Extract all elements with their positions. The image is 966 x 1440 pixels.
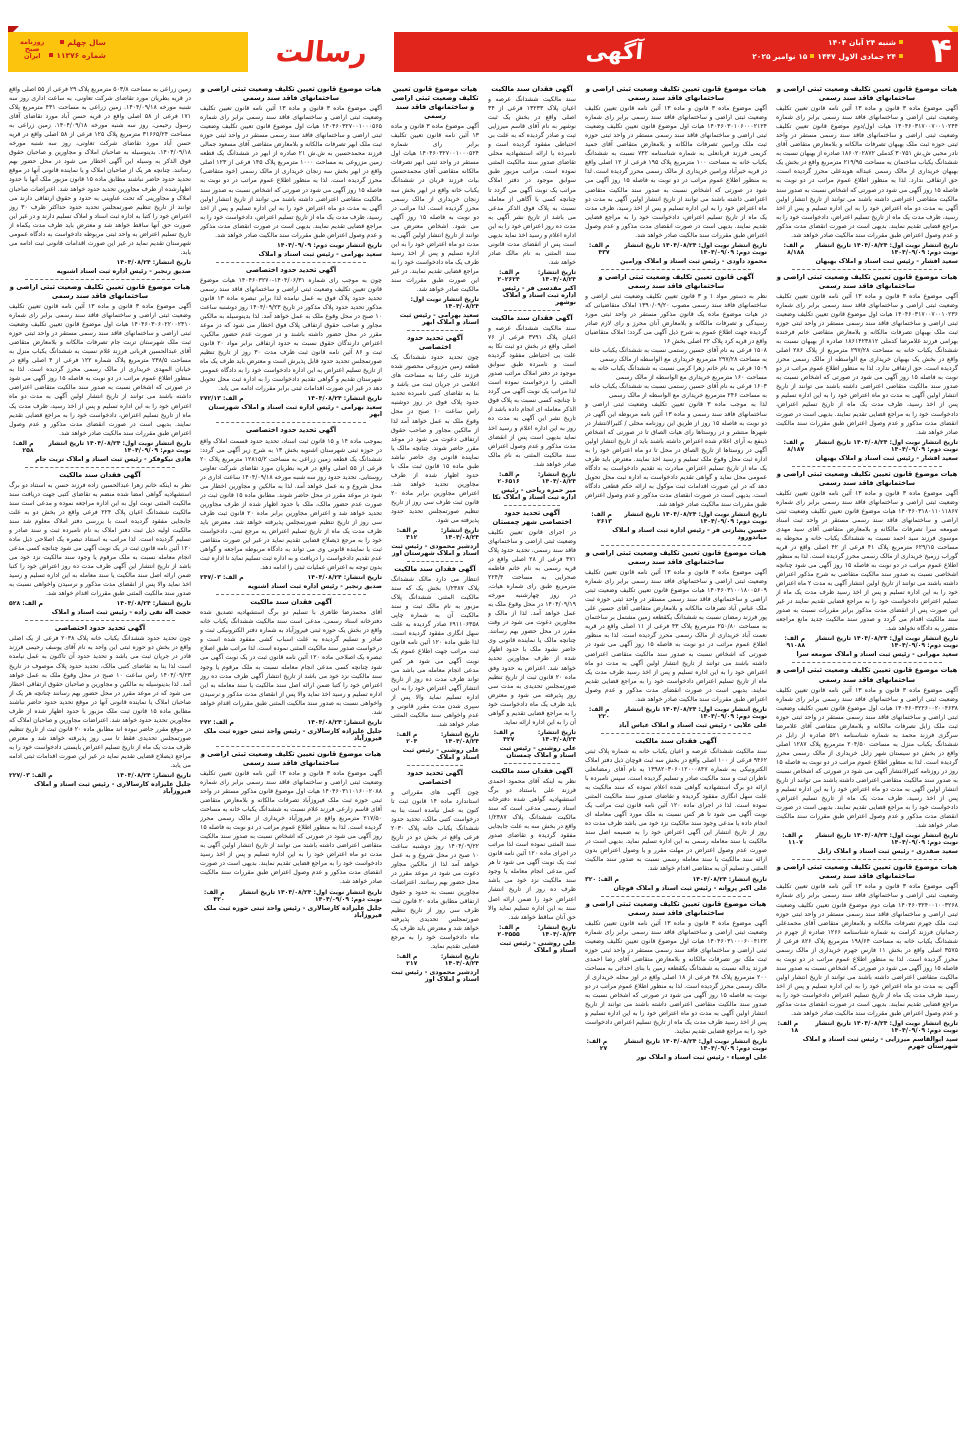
ad-separator <box>504 763 560 764</box>
registrar-signature: اردشیر محمودی - رئیس ثبت اسناد و املاک اوز <box>391 968 479 983</box>
notice-heading: هیات موضوع قانون تعیین تکلیف وضعیت ثبتی اراضی و ساختمانهای فاقد سند رسمی <box>9 282 191 300</box>
legal-notice <box>391 565 479 761</box>
legal-notice <box>488 509 576 759</box>
legal-notice <box>9 283 191 463</box>
notice-body: آگهی موضوع ماده ۳ قانون و ماده ۱۳ آئین نامه قانون تعیین تکلیف وضعیت ثبتی اراضی و ساختمانهای فاقد سند رسمی برابر رای شماره ۱۴۰۴۶۰۳۲۷۰۰۱۰۰۰۵۶۵ هیات اول موضوع قانون تعیین تکلیف وضعیت ثبتی اراضی و ساختمانهای فاقد سند رسمی مستقر در واحد ثبتی حوزه ثبت ملک ابهر تصرفات مالکانه و بلامعارض متقاضی آقای مسعود جمالی فرزند محمدحسین به ش.ش ۲۱ صادره از ابهر در ششدانگ یک قطعه زمین مزروعی به مساحت ۱۰۰۰ مترمربع پلاک ۱۴۵ فرعی از ۱۲۳ اصلی واقع در ابهر بخش سه زنجان خریداری از مالک رسمی (خود متقاضی) محرز گردیده است. لذا به منظور اطلاع عموم مراتب در دو نوبت به فاصله ۱۵ روز آگهی می شود در صورتی که اشخاص نسبت به صدور سند مالکیت متقاضی اعتراضی داشته باشند می توانند از تاریخ انتشار اولین آگهی به مدت دو ماه اعتراض خود را به این اداره تسلیم و پس از اخذ رسید، ظرف مدت یک ماه از تاریخ تسلیم اعتراض، دادخواست خود را به مراجع قضایی تقدیم نمایند. بدیهی است در صورت انقضای مدت مذکور و عدم وصول اعتراض طبق مقررات سند مالکیت صادر خواهد شد. <box>200 105 382 239</box>
notice-body: لذا به موجب ماده ۳ قانون تعیین تکلیف وضعیت ثبتی اراضی و ساختمانهای فاقد سند رسمی و ماده ۱۳ آئین نامه مربوطه این آگهی در دو نوبت به فاصله ۱۵ روز از طریق این روزنامه محلی / کثیرالانتشار در شهرها منتشر و در روستاها رای هیات الصاق تا در صورتی که اشخاص ذینفع به آرای اعلام شده اعتراض داشته باشند باید از تاریخ انتشار اولین آگهی در روستاها از تاریخ الصاق در محل تا دو ماه اعتراض خود را به اداره ثبت محل وقوع ملک تسلیم و رسید اخذ نمایند. معترض باید ظرف یک ماه از تاریخ تسلیم اعتراض مبادرت به تقدیم دادخواست به دادگاه عمومی محل نماید و گواهی تقدیم دادخواست به اداره ثبت محل تحویل دهد که در این صورت اقدامات ثبت موکول به ارائه حکم قطعی دادگاه است. بدیهی است در صورت انقضای مدت مذکور و عدم وصول اعتراض طبق مقررات سند مالکیت صادر خواهد شد. <box>585 401 767 508</box>
notice-heading: هیات موضوع قانون تعیین تکلیف وضعیت ثبتی اراضی و ساختمانهای فاقد سند رسمی <box>776 85 958 103</box>
notice-meta <box>488 471 576 485</box>
registrar-signature: سید ابوالقاسم میرزایی - رئیس ثبت اسناد و املاک شهرستان جهرم <box>802 1036 958 1051</box>
legal-notice <box>488 314 576 501</box>
notice-list-item: ۱۶۰۳ فرعی به نام آقای حسین رستمی نسبت به ششدانگ یکباب خانه به مساحت ۲۴۶ مترمربع خریداری مع الواسطه از مالک رسمی <box>589 383 767 400</box>
registrar-signature: حسین بشارتی فر - رئیس اداره ثبت اسناد و املاک میاندورود <box>612 527 767 542</box>
notice-meta <box>9 259 191 266</box>
ad-separator <box>407 330 463 331</box>
notice-body: آگهی موضوع ماده ۳ قانون و ماده ۱۳ آئین نامه قانون تعیین تکلیف وضعیت ثبتی اراضی و ساختمانهای فاقد سند رسمی برابر رای شماره ۱۴۰۴۶۰۳۱۷۰۰۷۰۰۱۰۲۴۴ هیات اول/دوم موضوع قانون تعیین تکلیف وضعیت ثبتی اراضی و ساختمانهای فاقد سند رسمی مستقر در واحد ثبتی حوزه ثبت ملک بهبهان تصرفات مالکانه و بلامعارض متقاضی آقای نادر محبی ش.ش ۳۰۷۵۱ کدملی ۱۸۶۰۲۰۲۸۷۲ صادره از بهبهان نسبت به ششدانگ یکباب ساختمان به مساحت ۲۱۹/۹۵ مترمربع واقع در بخش یک بهبهان خریداری از مالک رسمی عبداله هوبدعلی محرز گردیده است. حق ارتفاقی ندارد. لذا به منظور اطلاع عموم مراتب در دو نوبت به فاصله ۱۵ روز آگهی می شود در صورتی که اشخاص نسبت به صدور سند مالکیت متقاضی اعتراضی داشته باشند می توانند از تاریخ انتشار اولین آگهی به مدت دو ماه اعتراض خود را به این اداره تسلیم و پس از اخذ رسید، ظرف مدت یک ماه از تاریخ تسلیم اعتراض، دادخواست خود را به مراجع قضایی تقدیم نمایند. بدیهی است در صورت انقضای مدت مذکور و عدم وصول اعتراض طبق مقررات سند مالکیت صادر خواهد شد. <box>776 105 958 239</box>
notice-heading: هیات موضوع قانون تعیین تکلیف وضعیت ثبتی اراضی و ساختمانهای فاقد سند رسمی <box>776 666 958 684</box>
date-secondary: ۲۴ جمادی الاول ۱۴۴۷۱۵ نوامبر ۲۰۲۵ <box>752 50 906 64</box>
registrar-signature: صدیق رنجبر - رئیس اداره ثبت اسناد اشنویه <box>247 583 382 591</box>
malef-number: م الف: ۴۲۰ <box>203 888 225 903</box>
bullet-square-icon <box>49 53 53 57</box>
ad-separator <box>601 896 751 897</box>
malef-number: م الف: ۱۸ <box>777 1020 799 1035</box>
notice-heading: آگهی تحدید حدود اختصاصی <box>245 426 337 435</box>
publish-dates: تاریخ انتشار: ۱۴۰۴/۰۸/۲۴ <box>692 875 767 883</box>
publish-dates: تاریخ انتشار: ۱۴۰۴/۰۸/۲۴ <box>440 730 479 745</box>
notice-heading: هیات موضوع قانون تعیین تکلیف وضعیت ثبتی اراضی و ساختمانهای فاقد سند رسمی <box>391 85 479 121</box>
notice-meta <box>488 729 576 743</box>
registrar-signature: علی روشنی - رئیس ثبت اسناد و املاک <box>499 939 576 954</box>
registrar-signature: سعید افشار - رئیس ثبت اسناد و املاک بهبهان <box>815 257 958 265</box>
newspaper-logo-box <box>248 32 394 72</box>
ad-separator <box>792 662 942 663</box>
notice-heading: آگهی فقدان سند مالکیت <box>491 766 573 775</box>
publish-dates: تاریخ انتشار: ۱۴۰۴/۰۸/۲۴ <box>307 395 382 403</box>
malef-number: م الف: ۸/۱۸۸ <box>783 241 805 256</box>
legal-notice <box>9 471 191 617</box>
notice-body: آگهی موضوع ماده ۳ قانون و ماده ۱۳ آئین نامه قانون تعیین تکلیف وضعیت ثبتی اراضی و ساختمانهای فاقد سند رسمی برابر رای شماره ۱۴۰۴۶۰۳۰۶۰۲۲۰۰۲۳۱۰ هیات اول موضوع قانون تعیین تکلیف وضعیت ثبتی اراضی و ساختمانهای فاقد سند رسمی مستقر در واحد ثبتی حوزه ثبت ملک شهرستان تربت جام تصرفات مالکانه و بلامعارض متقاضی آقای عبدالحسین قربانی فرزند غلام نسبت به ششدانگ یکباب منزل به مساحت ۲۳۸/۵ مترمربع پلاک شماره ۱۲۲ فرعی از ۴ اصلی واقع در خیابان المهدی خریداری از مالک رسمی محرز گردیده است. لذا به منظور اطلاع عموم مراتب در دو نوبت به فاصله ۱۵ روز آگهی می شود در صورتی که اشخاص نسبت به صدور سند مالکیت متقاضی اعتراضی داشته باشند می توانند از تاریخ انتشار اولین آگهی به مدت دو ماه اعتراض خود را به این اداره تسلیم و پس از اخذ رسید، ظرف مدت یک ماه از تاریخ تسلیم اعتراض، دادخواست خود را به مراجع قضایی تقدیم نمایند. بدیهی است در صورت انقضای مدت مذکور و عدم وصول اعتراض طبق مقررات سند مالکیت صادر خواهد شد. <box>9 302 191 437</box>
legal-notice <box>200 266 382 419</box>
notice-body: نظر به دستور مواد ۱ و ۳ قانون تعیین تکلیف وضعیت ثبتی اراضی و ساختمانهای فاقد سند رسمی مصوب ۱۳۹۰/۰۹/۲۰ املاک متقاضیانی که در هیات موضوع ماده یک قانون مذکور مستقر در واحد ثبتی مورد رسیدگی و تصرفات مالکانه و بلامعارض آنان محرز و رای لازم صادر گردیده جهت اطلاع عموم به شرح ذیل آگهی می گردد: املاک متقاضیان واقع در قریه کرد پلاک ۲۲ اصلی بخش ۱۶ <box>585 292 767 346</box>
legal-notice <box>585 273 767 541</box>
publish-dates: تاریخ انتشار نوبت اول: ۱۴۰۴/۰۸/۲۴ تاریخ انتشار نوبت دوم: ۱۴۰۴/۰۹/۰۹ <box>815 832 958 847</box>
notice-heading: آگهی قانون تعیین تکلیف وضعیت ثبتی اراضی و ساختمانهای فاقد سند رسمی <box>598 272 754 290</box>
publish-dates: تاریخ انتشار نوبت اول: ۱۴۰۴/۰۸/۲۴ تاریخ انتشار نوبت دوم: ۱۴۰۴/۰۹/۰۹ <box>624 705 767 720</box>
registrar-signature: سعید بهرامی - رئیس ثبت اسناد و املاک ابهر <box>399 312 479 327</box>
ad-separator <box>504 505 560 506</box>
notice-body: آگهی موضوع ماده ۳ قانون و ماده ۱۳ آئین نامه قانون تعیین تکلیف وضعیت ثبتی اراضی و ساختمانهای فاقد سند رسمی برابر رای شماره ۱۴۰۴۶۰۳۲۲۶۰۰۲۰۰۴۶۳۸ هیات اول موضوع قانون تعیین تکلیف وضعیت ثبتی اراضی و ساختمانهای فاقد سند رسمی مستقر در واحد ثبتی حوزه ثبت ملک زابل تصرفات مالکانه و بلامعارض متقاضی آقای غلامرضا سرگزی فرزند محمد به شماره شناسنامه ۵۲۱ صادره از زابل در ششدانگ یکباب منزل به مساحت ۲۰۴/۵۰ مترمربع پلاک ۱۲۸۷ اصلی واقع در بخش دو سیستان شهر زابل خریداری از مالک رسمی محرز گردیده است. لذا به منظور اطلاع عموم مراتب در دو نوبت به فاصله ۱۵ روز در روزنامه کثیرالانتشار آگهی می شود در صورتی که اشخاص نسبت به صدور سند مالکیت متقاضی اعتراضی داشته باشند می توانند از تاریخ انتشار اولین آگهی به مدت دو ماه اعتراض خود را به این اداره تسلیم و پس از اخذ رسید، ظرف مدت یک ماه از تاریخ تسلیم اعتراض، دادخواست خود را به مراجع قضایی تقدیم نمایند. بدیهی است در صورت انقضای مدت مذکور و عدم وصول اعتراض طبق مقررات سند مالکیت صادر خواهد شد. <box>776 686 958 830</box>
notice-body: آگهی موضوع ماده ۳ قانون و ماده ۱۳ آئین نامه قانون تعیین تکلیف وضعیت ثبتی اراضی و ساختمانهای فاقد سند رسمی برابر رای شماره ۱۴۰۴۶۰۳۱۸۰۱۱۰۱۱۸۶۷ هیات موضوع قانون تعیین تکلیف وضعیت ثبتی اراضی و ساختمانهای فاقد سند رسمی مستقر در واحد ثبت اسناد صومعه سرا تصرفات مالکانه و بلامعارض متقاضی آقای سید مهدی موسوی فرزند سید احمد نسبت به ششدانگ یکباب خانه و محوطه به مساحت ۶۲۹/۱۵ مترمربع پلاک ۴۱ فرعی از ۴۲ اصلی واقع در قریه گوراب زرمیخ خریداری از مالک رسمی محرز گردیده است. لذا به منظور اطلاع عموم مراتب در دو نوبت به فاصله ۱۵ روز آگهی می شود چنانچه اشخاصی نسبت به صدور سند مالکیت متقاضی به شرح مذکور اعتراض داشته باشند می توانند از تاریخ اولین انتشار آگهی به مدت ۲ ماه اعتراض خود را به این اداره تسلیم و پس از اخذ رسید ظرف مدت یک ماه از تسلیم اعتراض دادخواست خود را به مراجع قضایی تقدیم نمایند در غیر این صورت پس از انقضای مدت مذکور برابر مقررات نسبت به صدور سند مالکیت اقدام می گردد و صدور سند مالکیت جدید مانع مراجعه متضرر به دادگاه نخواهد شد. <box>776 489 958 633</box>
notice-meta <box>585 1038 767 1052</box>
notice-meta <box>391 296 479 310</box>
ad-separator <box>216 594 366 595</box>
registrar-signature: محمود داودی - رئیس ثبت اسناد و املاک ورامین <box>620 257 767 265</box>
ad-separator <box>216 746 366 747</box>
legal-notice <box>585 549 767 729</box>
bullet-square-icon <box>60 40 64 44</box>
legal-notice <box>9 85 191 275</box>
notice-body: در اجرای قانون تعیین تکلیف وضعیت ثبتی اراضی و ساختمانهای فاقد سند رسمی، تحدید حدود پلاک ۳۷۱ فرعی از ۲۸ اصلی واقع در قریه رسمی به نام خانم فاطمه صحرایی به مساحت ۲۲۴/۴ مترمربع طبق رای شماره هیات، در روز چهارشنبه مورخه ۱۴۰۴/۰۹/۱۹ در محل وقوع ملک به عمل خواهد آمد. لذا از مالک و مجاورین دعوت می شود در وقت مقرر در محل حضور بهم رسانند. چنانچه مالک یا نماینده قانونی وی حاضر نشود ملک با حدود اظهار شده از طرف مجاورین تحدید خواهد شد. اعتراض به حدود وفق ماده ۲۰ قانون ثبت از تاریخ تنظیم صورتمجلس تحدیدی به مدت سی روز پذیرفته می شود و معترض باید ظرف یک ماه دادخواست خود را به مراجع قضایی تقدیم و گواهی آن را به این اداره ارائه نماید. <box>488 528 576 726</box>
notice-heading: آگهی تحدید حدود اختصاصی شهر چمستان <box>492 508 572 526</box>
bullet-square-icon <box>899 40 903 44</box>
registrar-signature: علی روشنی - رئیس ثبت اسناد و املاک <box>402 746 479 761</box>
publish-dates: تاریخ انتشار نوبت اول: ۱۴۰۴/۰۸/۲۴ <box>410 296 479 311</box>
notice-heading: آگهی فقدان سند مالکیت <box>250 598 332 607</box>
registrar-signature: جلیل علیزاده کارسالاری - رئیس ثبت اسناد و املاک فیروزآباد <box>34 781 191 796</box>
registrar-signature: علی اوصیاء - رئیس ثبت اسناد و املاک نور <box>636 1054 767 1062</box>
brand-line1: روزنامه <box>20 38 45 47</box>
notice-body: آگهی موضوع ماده ۳ قانون و ماده ۱۳ آئین نامه قانون تعیین تکلیف وضعیت ثبتی اراضی و ساختمانهای فاقد سند رسمی برابر رای شماره ۱۴۰۴۶۰۳۲۴۰۰۱۰۰۳۲۶۸ هیات دوم موضوع قانون تعیین تکلیف وضعیت ثبتی اراضی و ساختمانهای فاقد سند رسمی مستقر در واحد ثبتی حوزه ثبت ملک جهرم تصرفات مالکانه و بلامعارض متقاضی آقای محمدعلی رحمانیان فرزند کرامت به شماره شناسنامه ۱۲۶۶ صادره از جهرم در ششدانگ یکباب خانه به مساحت ۱۹۸/۶۴ مترمربع پلاک ۸۲۶ فرعی از ۳۵۷۵ اصلی واقع در بخش ۱۱ فارس جهرم خریداری از مالک رسمی محرز گردیده است. لذا به منظور اطلاع عموم مراتب در دو نوبت به فاصله ۱۵ روز آگهی می شود در صورتی که اشخاص نسبت به صدور سند مالکیت متقاضی اعتراضی داشته باشند می توانند از تاریخ انتشار اولین آگهی به مدت دو ماه اعتراض خود را به این اداره تسلیم و پس از اخذ رسید ظرف مدت یک ماه از تاریخ تسلیم اعتراض دادخواست خود را به مراجع قضایی تقدیم نمایند. بدیهی است در صورت انقضای مدت مذکور و عدم وصول اعتراض طبق مقررات سند مالکیت صادر خواهد شد. <box>776 883 958 1018</box>
notice-meta <box>200 889 382 903</box>
issue-box <box>8 32 248 72</box>
registrar-signature: جلیل علیزاده کارسالاری - رئیس واحد ثبتی حوزه ثبت ملک فیروزآباد <box>203 904 382 919</box>
notice-body: آگهی موضوع ماده ۳ قانون و ماده ۱۳ آئین نامه قانون تعیین تکلیف وضعیت ثبتی اراضی و ساختمانهای فاقد سند رسمی برابر رای شماره ۱۴۰۴۶۰۳۱۷۰۰۷۰۰۱۰۲۳۶ هیات اول موضوع قانون تعیین تکلیف وضعیت ثبتی اراضی و ساختمانهای فاقد سند رسمی مستقر در واحد ثبتی حوزه ثبت ملک بهبهان تصرفات مالکانه و بلامعارض متقاضی خانم فرخنده بهرامی فرزند غلامرضا کدملی ۱۸۶۱۴۲۳۸۱۲ صادره از بهبهان نسبت به ششدانگ یکباب خانه به مساحت ۲۹۷/۲۸ مترمربع از پلاک ۲۸۶ اصلی واقع در بخش یک بهبهان خریداری مع الواسطه از مالک رسمی محرز گردیده است. حق ارتفاقی ندارد. لذا به منظور اطلاع عموم مراتب در دو نوبت به فاصله ۱۵ روز آگهی می شود در صورتی که اشخاص نسبت به صدور سند مالکیت متقاضی اعتراضی داشته باشند می توانند از تاریخ انتشار اولین آگهی به مدت دو ماه اعتراض خود را به این اداره تسلیم و پس از اخذ رسید، ظرف مدت یک ماه از تاریخ تسلیم اعتراض، دادخواست خود را به مراجع قضایی تقدیم نمایند. بدیهی است در صورت انقضای مدت مذکور و عدم وصول اعتراض طبق مقررات سند مالکیت صادر خواهد شد. <box>776 292 958 436</box>
notice-meta <box>585 242 767 256</box>
notice-heading: آگهی تحدید حدود اختصاصی <box>245 265 337 274</box>
notice-heading: آگهی تحدید حدود اختصاصی <box>407 768 463 786</box>
notice-heading: هیات موضوع قانون تعیین تکلیف وضعیت ثبتی اراضی و ساختمانهای فاقد سند رسمی <box>776 863 958 881</box>
legal-notice <box>776 85 958 265</box>
publish-dates: تاریخ انتشار: ۱۴۰۴/۰۸/۲۴ <box>537 728 576 743</box>
notice-meta <box>776 1020 958 1034</box>
notice-body: سند مالکیت ششدانگ عرصه و اعیان پلاک ۳۷۹۱ فرعی از ۷۶ اصلی واقع در بخش دو ثبت نکا به علت بی احتیاطی مفقود گردیده است و نامبرده طبق سوابق موجود در دفتر املاک مراتب صدور المثنی را درخواست نموده است لذا مراتب یک نوبت آگهی می گردد تا چنانچه کسی نسبت به پلاک فوق الذکر معامله ای انجام داده باشد از تاریخ نشر این آگهی به مدت ده روز به این اداره اعلام و رسید اخذ نماید بدیهی است پس از انقضای مدت مذکور و عدم وصول اعتراض سند مالکیت المثنی به نام مالک صادر خواهد شد. <box>488 324 576 468</box>
date-solar: شنبه ۲۴ آبان ۱۴۰۴ <box>752 36 906 50</box>
notice-meta <box>776 832 958 846</box>
notice-meta <box>200 574 382 581</box>
legal-notice <box>776 863 958 1050</box>
notice-meta <box>200 242 382 249</box>
notice-meta <box>200 719 382 726</box>
malef-number: م الف: ۲۵۸ <box>12 439 34 454</box>
columns <box>8 84 958 1426</box>
malef-number: م الف: ۸/۱۸۷ <box>783 438 805 453</box>
malef-number: م الف: ۴۳۷ <box>588 241 610 256</box>
publish-dates: تاریخ انتشار: ۱۴۰۴/۰۸/۲۴ <box>440 952 479 967</box>
notice-body: آقای محمدرضا طاهری با تسلیم دو برگ استشهادیه تصدیق شده دفترخانه اسناد رسمی، مدعی است سند مالکیت ششدانگ یکباب خانه واقع در بخش یک حوزه ثبتی فیروزآباد به شماره دفتر الکترونیکی ثبت و صادر و تسلیم گردیده به علت اسباب کشی مفقود شده است و درخواست صدور سند مالکیت المثنی نموده است. لذا مراتب طبق اصلاح تبصره یک اصلاحی ماده ۱۲۰ آئین نامه قانون ثبت در یک نوبت آگهی می شود چنانچه کسی مدعی انجام معامله نسبت به ملک مرقوم یا وجود سند مالکیت نزد خود می باشد از تاریخ انتشار آگهی ظرف مدت ده روز اعتراض خود را کتبا ضمن ارائه اصل سند مالکیت یا سند معامله به این اداره تسلیم و رسید اخذ نماید والا پس از انقضای مدت مذکور و نرسیدن واخواهی نسبت به صدور سند مالکیت المثنی طبق مقررات اقدام خواهد شد. <box>200 609 382 716</box>
year-label: سال چهلم <box>49 37 105 50</box>
registrar-signature: جلیل علیزاده کارسالاری - رئیس واحد ثبتی حوزه ثبت ملک فیروزآباد <box>203 727 382 742</box>
notice-body: چون به موجب رای شماره ۱۴۰۴/۰۶/۳۱-۱۴۰۴۶۰۳۲۷۰ هیات موضوع قانون تعیین تکلیف وضعیت ثبتی اراضی و ساختمانهای فاقد سند رسمی تحدید حدود پلاک فوق به عمل نیامده لذا برابر تبصره ماده ۱۳ قانون مذکور تحدید حدود پلاک مذکور در تاریخ ۱۴۰۴/۰۹/۲۳ روز دوشنبه ساعت ۱۰ صبح در محل وقوع ملک به عمل خواهد آمد. لذا بدینوسیله به مالکین مجاور و صاحب حقوق ارتفاقی پلاک فوق اخطار می شود که در موعد مقرر در محل حضور داشته باشند و در صورت عدم حضور مالکین، اعتراض دارندگان حقوق نسبت به حدود ارتفاقی برابر مواد ۲۰ قانون ثبت و ۸۶ آئین نامه قانون ثبت ظرف مدت ۳۰ روز از تاریخ تنظیم صورتمجلس تحدید حدود قابل پذیرش است و معترض باید ظرف یک ماه از تاریخ تسلیم اعتراض به این اداره دادخواست خود را به دادگاه عمومی شهرستان تقدیم و گواهی تقدیم دادخواست را به اداره ثبت محل تحویل دهد در غیر این صورت اقدامات ثبتی برابر مقررات ادامه می یابد. <box>200 276 382 393</box>
registrar-signature: سعید صفدری - رئیس ثبت اسناد و املاک زابل <box>817 848 958 856</box>
notice-body: آگهی موضوع ماده ۳ قانون و ماده ۱۳ آئین نامه قانون تعیین تکلیف برابر رای شماره ۱۴۰۴۶۰۳۲۷۰۰۱۰۰۰۵۲۴ هیات اول مستقر در واحد ثبتی ابهر تصرفات مالکانه متقاضی آقای محمدحسین بیات فرزند قربان در ششدانگ یکباب خانه واقع در ابهر بخش سه زنجان خریداری از مالک رسمی محرز گردیده است. لذا مراتب در دو نوبت به فاصله ۱۵ روز آگهی می شود. اشخاص معترض می توانند از تاریخ انتشار اولین آگهی به مدت دو ماه اعتراض خود را به این اداره تسلیم و پس از اخذ رسید ظرف یک ماه دادخواست خود را به مراجع قضایی تقدیم نمایند. در غیر این صورت طبق مقررات سند مالکیت صادر خواهد شد. <box>391 123 479 294</box>
registrar-signature: اردشیر محمودی - رئیس ثبت اسناد و املاک شهرستان اوز <box>391 543 479 558</box>
legal-notice <box>776 666 958 855</box>
ad-separator <box>792 859 942 860</box>
legal-notice <box>9 624 191 795</box>
ad-separator <box>216 422 366 423</box>
legal-notice <box>585 900 767 1062</box>
notice-heading: آگهی تحدید حدود اختصاصی <box>407 334 463 352</box>
ad-separator <box>601 545 751 546</box>
notice-body: آگهی موضوع ماده ۳ قانون و ماده ۱۳ آئین نامه قانون تعیین تکلیف وضعیت ثبتی اراضی و ساختمانهای فاقد سند رسمی برابر رای شماره ۱۴۰۴۶۰۳۱۰۰۱۸۰۰۵۶۰۹ هیات موضوع قانون تعیین تکلیف وضعیت ثبتی اراضی و ساختمانهای فاقد سند رسمی مستقر در واحد ثبتی حوزه ثبت ملک عباس آباد تصرفات مالکانه و بلامعارض متقاضی آقای حسین علی پور فرزند رمضان نسبت به ششدانگ یکقطعه زمین مشتمل بر ساختمان به مساحت ۲۵۰/۸۰ مترمربع پلاک ۴۳ فرعی از ۱۱ اصلی واقع در قریه نعمت آباد خریداری از مالک رسمی محرز گردیده است. لذا به منظور اطلاع عموم مراتب در دو نوبت به فاصله ۱۵ روز آگهی می شود در صورتی که اشخاص نسبت به صدور سند مالکیت متقاضی اعتراضی داشته باشند می توانند از تاریخ انتشار اولین آگهی به مدت دو ماه اعتراض خود را به این اداره تسلیم و پس از اخذ رسید ظرف مدت یک ماه از تاریخ تسلیم اعتراض دادخواست خود را به مراجع قضایی تقدیم نمایند. بدیهی است در صورت انقضای مدت مذکور و عدم وصول اعتراض طبق مقررات سند مالکیت صادر خواهد شد. <box>585 569 767 703</box>
notice-heading: هیات موضوع قانون تعیین تکلیف وضعیت ثبتی اراضی و ساختمانهای فاقد سند رسمی <box>200 85 382 103</box>
news-column-1 <box>776 84 958 1426</box>
notice-body: چون تحدید حدود ششدانگ یکباب خانه پلاک ۲۰۳۸ فرعی از یک اصلی واقع در بخش دو حوزه ثبتی این واحد به نام آقای یوسف رحیمی فرزند قادر در جریان ثبت می باشد و تحدید حدود آن تاکنون به عمل نیامده است لذا بنا به تقاضای کتبی مالک، تحدید حدود پلاک موصوف در تاریخ ۱۴۰۴/۰۹/۲۳ راس ساعت ۱۰ صبح در محل وقوع ملک به عمل خواهد آمد. لذا بدینوسیله به مالکین و مجاورین و صاحبان حقوق ارتفاقی اخطار می شود که در موعد مقرر در محل حضور بهم رسانند چنانچه هر یک از صاحبان املاک یا نماینده قانونی آنها در موقع تحدید حدود حاضر نباشند مطابق ماده ۱۵ قانون ثبت ملک مزبور با حدود اظهار شده از طرف مجاورین تحدید حدود خواهد شد. اعتراضات مجاورین و صاحبان املاک که در موقع مقرر حاضر نبوده اند مطابق ماده ۲۰ قانون ثبت از تاریخ تنظیم صورتمجلس تحدیدی فقط تا سی روز پذیرفته خواهد شد و معترض ظرف مدت یک ماه از تاریخ تسلیم اعتراض بایستی دادخواست خود را به مراجع ذیصلاح قضایی تقدیم نماید در غیر این صورت اقدامات ثبتی ادامه می یابد. <box>9 635 191 770</box>
notice-heading: هیات موضوع قانون تعیین تکلیف وضعیت ثبتی اراضی و ساختمانهای فاقد سند رسمی <box>585 85 767 103</box>
malef-number: م الف: ۲۰۴۵۵۵ <box>497 923 520 938</box>
ad-separator <box>601 733 751 734</box>
notice-meta <box>585 511 767 525</box>
publish-dates: تاریخ انتشار نوبت اول: ۱۴۰۴/۰۸/۲۴ تاریخ انتشار نوبت دوم: ۱۴۰۴/۰۹/۰۹ <box>815 635 958 650</box>
registrar-signature: سعید افشار - رئیس ثبت اسناد و املاک بهبهان <box>815 454 958 462</box>
malef-number: م الف: ۱۱۰۷ <box>782 832 803 847</box>
notice-meta <box>585 876 767 883</box>
publish-dates: تاریخ انتشار: ۱۴۰۴/۰۸/۲۴ <box>307 574 382 582</box>
malef-number: م الف: ۲۷ <box>586 1038 608 1053</box>
ad-separator <box>407 561 463 562</box>
ad-separator <box>25 620 175 621</box>
registrar-signature: علی علایی - رئیس ثبت اسناد و املاک عباس آباد <box>618 721 767 729</box>
malef-number: م الف: ۲۰۶۵۱۶ <box>497 470 520 485</box>
ad-separator <box>792 466 942 467</box>
legal-notice <box>391 769 479 983</box>
malef-number: م الف: ۲۴۷/۰۳ <box>200 574 244 582</box>
notice-list-item: ۱۵۰۹ فرعی به نام خانم زهرا کرمی نسبت به ششدانگ یکباب خانه به مساحت ۱۶۰ مترمربع خریداری مع الواسطه از مالک رسمی <box>590 365 767 382</box>
legal-notice <box>488 85 576 306</box>
brand-line2: صبح <box>24 45 40 54</box>
notice-body: چون تحدید حدود ششدانگ یک قطعه زمین مزروعی محصور شده فرزند علی رعنا به مساحت های اعلامی در جریان ثبت می باشد و بنا به تقاضای کتبی نامبرده تحدید حدود پلاک فوق در روز دوشنبه راس ساعت ۱۰ صبح در محل وقوع ملک به عمل خواهد آمد لذا از مالکین مجاور و صاحب حقوق ارتفاقی دعوت می شود در موعد مقرر حاضر شوند. چنانچه مالک یا نماینده قانونی وی حاضر نباشد طبق ماده ۱۵ قانون ثبت ملک با حدود اظهار شده از طرف مجاورین تحدید خواهد شد. اعتراض مجاورین برابر ماده ۲۰ قانون ثبت ظرف سی روز از تاریخ تنظیم صورتمجلس تحدید حدود پذیرفته می شود. <box>391 354 479 525</box>
issue-number: شماره ۱۱۳۷۶ <box>49 50 105 63</box>
publish-dates: تاریخ انتشار نوبت اول: ۱۴۰۴/۰۸/۲۴ تاریخ انتشار نوبت دوم: ۱۴۰۴/۰۹/۰۹ <box>624 241 767 256</box>
notice-meta <box>9 600 191 607</box>
notice-meta <box>9 772 191 779</box>
legal-notice <box>585 85 767 265</box>
news-column-4 <box>391 84 479 1426</box>
notice-body: نظر به اینکه خانم زهرا عبدالحسین زاده فرزند حسن به استناد دو برگ استشهادیه گواهی امضا شده منضم به تقاضای کتبی جهت دریافت سند مالکیت المثنی نوبت اول به این اداره مراجعه نموده و مدعی است سند مالکیت ششدانگ اعیان پلاک ۲۲۴ فرعی واقع در بخش دو به علت جابجایی مفقود گردیده است با بررسی دفتر املاک معلوم شد سند مالکیت اولیه ذیل ثبت دفتر املاک به نام نامبرده ثبت و سند صادر و تسلیم گردیده است. لذا مراتب به استناد تبصره یک اصلاحی ذیل ماده ۱۲۰ آئین نامه قانون ثبت در یک نوبت آگهی می شود چنانچه کسی مدعی انجام معامله نسبت به ملک مرقوم یا وجود سند مالکیت نزد خود می باشد از تاریخ انتشار این آگهی ظرف مدت ده روز اعتراض خود را کتبا ضمن ارائه اصل سند مالکیت یا سند معامله به این اداره تسلیم و رسید اخذ نماید والا پس از انقضای مدت مذکور و نرسیدن واخواهی نسبت به صدور سند مالکیت المثنی طبق مقررات اقدام خواهد شد. <box>9 481 191 598</box>
notice-body: آگهی موضوع ماده ۳ قانون و ماده ۱۳ آئین نامه قانون تعیین تکلیف وضعیت ثبتی اراضی و ساختمانهای فاقد سند رسمی برابر رای شماره ۱۴۰۴۶۰۳۱۱۰۱۶۰۰۲۰۸۸ هیات اول موضوع قانون مذکور مستقر در واحد ثبتی حوزه ثبت ملک فیروزآباد تصرفات مالکانه و بلامعارض متقاضی آقای قاسم زارعی فرزند غلام نسبت به ششدانگ یکباب خانه به مساحت ۲۱۷/۵۰ مترمربع واقع در فیروزآباد خریداری از مالک رسمی محرز گردیده است. لذا به منظور اطلاع عموم مراتب در دو نوبت به فاصله ۱۵ روز آگهی می شود در صورتی که اشخاص نسبت به صدور سند مالکیت متقاضی اعتراضی داشته باشند می توانند از تاریخ انتشار اولین آگهی به مدت دو ماه اعتراض خود را به این اداره تسلیم و پس از اخذ رسید دادخواست خود را به مراجع قضایی تقدیم نمایند. بدیهی است در صورت انقضای مدت مذکور و عدم وصول اعتراض طبق مقررات سند مالکیت صادر خواهد شد. <box>200 769 382 886</box>
notice-heading: آگهی فقدان سند مالکیت <box>59 470 141 479</box>
notice-body: آگهی موضوع ماده ۳ قانون و ماده ۱۳ آئین نامه قانون تعیین تکلیف وضعیت ثبتی اراضی و ساختمانهای فاقد سند رسمی برابر رای شماره ۱۴۰۴۶۰۳۰۱۰۶۰۰۰۲۱۲۴ هیات اول موضوع قانون تعیین تکلیف وضعیت ثبتی اراضی و ساختمانهای فاقد سند رسمی مستقر در واحد ثبتی حوزه ثبت ملک ورامین تصرفات مالکانه و بلامعارض متقاضی آقای حمید کریمی فرزند قربانعلی به شماره شناسنامه ۷۳۲ نسبت به ششدانگ یکباب خانه به مساحت ۱۰۰ مترمربع پلاک ۱۹۵ فرعی از ۱۲ اصلی واقع در قریه خیرآباد ورامین خریداری از مالک رسمی محرز گردیده است. لذا به منظور اطلاع عموم مراتب در دو نوبت به فاصله ۱۵ روز آگهی می شود در صورتی که اشخاص نسبت به صدور سند مالکیت متقاضی اعتراضی داشته باشند می توانند از تاریخ انتشار اولین آگهی به مدت دو ماه اعتراض خود را به این اداره تسلیم و پس از اخذ رسید، ظرف مدت یک ماه از تاریخ تسلیم اعتراض، دادخواست خود را به مراجع قضایی تقدیم نمایند. بدیهی است در صورت انقضای مدت مذکور و عدم وصول اعتراض طبق مقررات سند مالکیت صادر خواهد شد. <box>585 105 767 239</box>
news-column-2 <box>585 84 767 1426</box>
notice-meta <box>9 440 191 454</box>
notice-meta <box>776 439 958 453</box>
section-title: آگهی <box>584 39 644 65</box>
notice-meta <box>391 731 479 745</box>
legal-notice <box>488 767 576 954</box>
publish-dates: تاریخ انتشار: ۱۴۰۴/۰۸/۲۴ <box>537 470 576 485</box>
ad-separator <box>216 262 366 263</box>
notice-body: نظر به اینکه آقای محمود احمدی فرزند علی باستناد دو برگ استشهادیه گواهی شده دفترخانه اسناد رسمی مدعی است که سند مالکیت ششدانگ پلاک ۱/۲۳۸۷ واقع در بخش سه به علت جابجایی مفقود گردیده و تقاضای صدور سند المثنی نموده است لذا مراتب در اجرای ماده ۱۲۰ آئین نامه قانون ثبت یک نوبت آگهی می شود تا هر کس مدعی انجام معامله یا وجود سند مالکیت نزد خود می باشد ظرف ده روز از تاریخ انتشار اعتراض خود را ضمن ارائه اصل سند به این اداره تسلیم نماید والا حق آنان ساقط خواهد شد. <box>488 777 576 921</box>
registrar-signature: علی روشنی - رئیس ثبت اسناد و املاک چمستان <box>499 744 576 759</box>
date-block <box>752 36 906 64</box>
registrar-signature: اکبر مقدسی فر - رئیس اداره ثبت اسناد و املاک نوشهر <box>502 284 576 306</box>
notice-heading: هیات موضوع قانون تعیین تکلیف وضعیت ثبتی اراضی و ساختمانهای فاقد سند رسمی <box>776 272 958 290</box>
notice-meta <box>200 395 382 402</box>
ad-separator <box>407 765 463 766</box>
bullet-square-icon <box>899 54 903 58</box>
publish-dates: تاریخ انتشار نوبت اول: ۱۴۰۴/۰۸/۲۴ تاریخ انتشار نوبت دوم: ۱۴۰۴/۰۹/۰۹ <box>48 439 191 454</box>
notice-body: انتظار می دارد مالک ششدانگ پلاک ۱/۲۳۸۷ بخش یک که سند مالکیت المثنی ششدانگ پلاک مزبور به نام مالک ثبت و سند مالکیت آن به شماره چاپی ۶۹۱۱۰۶۳۵۸ صادر گردیده به علت سهل انگاری مفقود گردیده است. لذا طبق ماده ۱۲۰ آئین نامه قانون ثبت مراتب جهت اطلاع عموم یک نوبت آگهی می شود هر کس مدعی انجام معامله می باشد می تواند ظرف مدت ده روز از تاریخ انتشار آگهی اعتراض خود را به این اداره تسلیم نماید والا پس از سپری شدن مدت مقرر قانونی و عدم واخواهی سند مالکیت المثنی صادر خواهد شد. <box>391 576 479 728</box>
notice-body: چون آگهی های مقرراتی و استاندارد ماده ۱۴ قانون ثبت تا کنون به عمل نیامده است بنا به درخواست کتبی مالک، تحدید حدود ششدانگ یکباب خانه پلاک ۲۰۳۰ فرعی واقع در بخش دو در تاریخ ۱۴۰۴/۰۹/۲۲ روز دوشنبه ساعت ۱۰ صبح در محل شروع و به عمل خواهد آمد لذا از مالکین مجاور دعوت می شود در موعد مقرر در محل حضور بهم رسانند. اعتراضات مجاورین نسبت به حدود و حقوق ارتفاقی مطابق ماده ۲۰ قانون ثبت ظرف سی روز از تاریخ تنظیم صورتمجلس تحدیدی پذیرفته خواهد شد و معترض باید ظرف یک ماه دادخواست خود را به مرجع قضایی تقدیم نماید. <box>391 789 479 950</box>
notice-heading: هیات موضوع قانون تعیین تکلیف وضعیت ثبتی اراضی و ساختمانهای فاقد سند رسمی <box>585 549 767 567</box>
brand-line3: ایران <box>23 52 41 61</box>
ad-separator <box>792 269 942 270</box>
ad-separator <box>25 279 175 280</box>
registrar-signature: سعید بهرامی - رئیس اداره ثبت اسناد و املاک شهرستان ابهر <box>208 404 382 419</box>
notice-body: سند مالکیت ششدانگ عرصه و اعیان یکباب خانه به شماره پلاک ثبتی ۹۴۶۲ فرعی از ۱۰۰ اصلی واقع در بخش سه ثبت قوچان ذیل دفتر املاک الکترونیکی به شماره ۱۳۹۸۲۰۳۰۶۰۱۲۰۰۰۸۴۷ به نام آقای رمضانعلی ناظران ثبت و سند مالکیت صادر و تسلیم گردیده است. سپس نامبرده با ارائه دو برگ استشهادیه گواهی شده اعلام نموده که سند مالکیت به علت سهل انگاری مفقود گردیده و تقاضای صدور سند مالکیت المثنی نموده است. لذا در اجرای ماده ۱۲۰ آئین نامه قانون ثبت مراتب یک نوبت آگهی می شود تا هر کس نسبت به ملک مورد آگهی معامله ای انجام داده یا مدعی وجود سند مالکیت نزد خود می باشد ظرف مدت ده روز از تاریخ انتشار این آگهی اعتراض خود را به ضمیمه اصل سند مالکیت یا سند معامله رسمی به این اداره تسلیم نماید. بدیهی است در صورت عدم وصول اعتراض در مهلت مقرر و یا وصول اعتراض بدون ارائه سند مالکیت یا سند معامله رسمی نسبت به صدور سند مالکیت المثنی و تسلیم آن به متقاضی اقدام خواهد شد. <box>585 747 767 873</box>
notice-meta <box>585 706 767 720</box>
section-band <box>394 32 958 72</box>
registrar-signature: صدیق رنجبر - رئیس اداره ثبت اسناد اشنویه <box>56 267 191 275</box>
notice-heading: آگهی فقدان سند مالکیت <box>491 85 573 93</box>
bullet-square-icon <box>810 54 814 58</box>
malef-number: م الف: ۹۱۰۸۸ <box>784 635 806 650</box>
notice-meta <box>776 635 958 649</box>
legal-notice <box>776 273 958 462</box>
registrar-signature: سعید مهرانی - رئیس ثبت اسناد و املاک صومعه سرا <box>796 651 958 659</box>
publish-dates: تاریخ انتشار: ۱۴۰۴/۰۸/۲۴ <box>116 772 191 780</box>
notice-list-item: ۱۵۰۸ فرعی به نام آقای حسین رستمی نسبت به ششدانگ یکباب خانه به مساحت ۲۹۷/۲۸ مترمربع خریداری مع الواسطه از مالک رسمی <box>589 347 767 364</box>
notice-heading: آگهی فقدان سند مالکیت <box>491 313 573 322</box>
publish-dates: تاریخ انتشار: ۱۴۰۴/۰۸/۲۴ <box>116 258 191 266</box>
malef-number: م الف: ۲۲۰ <box>588 705 610 720</box>
notice-heading: آگهی فقدان سند مالکیت <box>635 736 717 745</box>
malef-number: م الف: ۴۲۷ <box>493 728 515 743</box>
masthead-band <box>8 32 958 72</box>
publish-dates: تاریخ انتشار نوبت اول: ۱۴۰۴/۰۸/۲۴ تاریخ انتشار نوبت دوم: ۱۴۰۴/۰۹/۰۹ <box>815 1020 958 1035</box>
notice-heading: هیات موضوع قانون تعیین تکلیف وضعیت ثبتی اراضی و ساختمانهای فاقد سند رسمی <box>776 469 958 487</box>
malef-number: م الف: ۵۲۸ <box>9 600 43 608</box>
notice-heading: هیات موضوع قانون تعیین تکلیف وضعیت ثبتی اراضی و ساختمانهای فاقد سند رسمی <box>200 749 382 767</box>
legal-notice <box>200 598 382 742</box>
notice-heading: آگهی تحدید حدود اختصاصی <box>54 624 146 633</box>
news-column-3 <box>488 84 576 1426</box>
notice-meta <box>488 269 576 283</box>
legal-notice <box>200 426 382 590</box>
news-column-5 <box>200 84 382 1426</box>
registrar-signature: سعید بهرامی - رئیس ثبت اسناد و املاک <box>258 250 382 258</box>
malef-number: م الف: ۲۱۷ <box>396 952 418 967</box>
legal-notice <box>391 85 479 326</box>
registrar-signature: حجت اله تقی زاده - رئیس ثبت اسناد و املاک <box>51 609 191 617</box>
malef-number: م الف: ۳۲۰ <box>585 875 619 883</box>
publish-dates: تاریخ انتشار نوبت اول: ۱۴۰۴/۰۸/۲۴ تاریخ انتشار نوبت دوم: ۱۴۰۴/۰۹/۰۹ <box>624 511 767 526</box>
legal-notice <box>200 750 382 919</box>
notice-meta <box>776 242 958 256</box>
legal-notice <box>776 470 958 659</box>
publish-dates: تاریخ انتشار نوبت اول: ۱۴۰۴/۰۸/۲۴ تاریخ انتشار نوبت دوم: ۱۴۰۴/۰۹/۰۹ <box>239 888 382 903</box>
newspaper-logo: رسالت <box>273 35 369 69</box>
notice-body: بموجب ماده ۱۴ و ۱۵ قانون ثبت اسناد، تحدید حدود قسمت املاک واقع در حوزه ثبتی شهرستان اشنویه بخش ۱۳ به شرح زیر آگهی می گردد: ششدانگ یک قطعه زمین زراعی به مساحت ۱۲۸۱۵/۲ مترمربع پلاک ۲۰ فرعی از ۵۵ اصلی واقع در قریه بطریان مورد تقاضای شرکت تعاونی روستایی. تحدید حدود روز سه شنبه مورخه ۱۴۰۴/۰۹/۱۸ ساعت اداری در محل شروع و به عمل خواهد آمد. لذا به مالکین و مجاورین اخطار می شود در موعد مقرر در محل حاضر شوند. مطابق ماده ۱۵ قانون ثبت در صورت عدم حضور مالک، ملک با حدود اظهار شده از طرف مجاورین تحدید خواهد شد و اعتراض مجاورین برابر ماده ۲۰ قانون ثبت ظرف سی روز از تاریخ تنظیم صورتمجلس پذیرفته خواهد شد. معترض باید ظرف مدت یک ماه از تاریخ تسلیم اعتراض به مرجع ثبتی، دادخواست خود را به مرجع ذیصلاح قضایی تقدیم نماید در غیر این صورت متقاضی ثبت یا نماینده قانونی وی می تواند به دادگاه مربوطه مراجعه و گواهی عدم تقدیم دادخواست را دریافت و به اداره ثبت تسلیم نماید تا اداره ثبت بدون توجه به اعتراض عملیات ثبتی را ادامه دهد. <box>200 437 382 572</box>
registrar-signature: هادی نیکوفکر - رئیس ثبت اسناد و املاک تربت جام <box>35 455 191 463</box>
notice-meta <box>488 924 576 938</box>
malef-number: م الف: ۲۷۲/۱۳ <box>200 395 244 403</box>
publish-dates: تاریخ انتشار نوبت اول: ۱۴۰۴/۰۸/۲۴ تاریخ انتشار نوبت دوم: ۱۴۰۴/۰۹/۰۹ <box>815 438 958 453</box>
notice-body: آگهی موضوع ماده ۳ قانون و ماده ۱۳ آئین نامه قانون تعیین تکلیف وضعیت ثبتی اراضی و ساختمانهای فاقد سند رسمی برابر رای شماره ۱۴۰۴۶۰۳۱۰۰۰۶۰۰۴۱۲۲ هیات اول موضوع قانون تعیین تکلیف وضعیت ثبتی اراضی و ساختمانهای فاقد سند رسمی مستقر در واحد ثبتی حوزه ثبت ملک نور تصرفات مالکانه و بلامعارض متقاضی آقای رضا احمدی فرزند یداله نسبت به ششدانگ یکقطعه زمین با بنای احداثی به مساحت ۲۰۰ مترمربع پلاک ۴۸ فرعی از ۱۸ اصلی واقع در اوز محله خریداری از مالک رسمی محرز گردیده است. لذا به منظور اطلاع عموم مراتب در دو نوبت به فاصله ۱۵ روز آگهی می شود در صورتی که اشخاص نسبت به صدور سند مالکیت متقاضی اعتراضی داشته باشند می توانند از تاریخ انتشار اولین آگهی به مدت دو ماه اعتراض خود را به این اداره تسلیم و پس از اخذ رسید ظرف مدت یک ماه از تاریخ تسلیم اعتراض دادخواست خود را به مراجع قضایی تقدیم نمایند. <box>585 919 767 1036</box>
notice-body: سند مالکیت ششدانگ عرصه و اعیان پلاک ۱۳۲۳۳ فرعی از ۳۴ اصلی واقع در بخش یک ثبت نوشهر به نام آقای قاسم میرزایی ثبت و صادر گردیده که به علت بی احتیاطی مفقود گردیده است و نامبرده با ارائه استشهادیه محلی تقاضای صدور سند مالکیت المثنی نموده است. مراتب مزبور طبق سوابق موجود در دفتر املاک مراتب یک نوبت آگهی می گردد تا چنانچه کسی با آگاهی از معامله نسبت به پلاک فوق الذکر مدعی می باشد از تاریخ نشر آگهی به مدت ده روز اعتراض خود را به این اداره اعلام و رسید اخذ نماید بدیهی است پس از انقضای مدت قانونی سند المثنی به نام مالک صادر خواهد شد. <box>488 96 576 266</box>
malef-number: م الف: ۲۶۱۳ <box>591 511 612 526</box>
notice-body: زمین زراعی به مساحت ۵۰۳/۸ مترمربع پلاک ۲۹ فرعی از ۵۵ اصلی واقع در قریه بطریان مورد تقاضای شرکت تعاونی، به ساعت اداری روز سه شنبه مورخه ۱۴۰۴/۰۹/۱۸. زمین زراعی به مساحت ۴۳۱ مترمربع پلاک ۱۷۱ فرعی از ۵۸ اصلی واقع در قریه حسن آباد مورد تقاضای آقای رسول رحیمی، روز سه شنبه مورخه ۱۴۰۴/۰۹/۱۸. زمین زراعی به مساحت ۳۱۶۶۵/۲۴ مترمربع پلاک ۱۲۵ فرعی از ۵۸ اصلی واقع در قریه حسن آباد مورد تقاضای شرکت تعاونی، روز سه شنبه مورخه ۱۴۰۴/۰۹/۱۸. بدینوسیله به صاحبان املاک و مجاورین و صاحبان حقوق فوق الذکر به وسیله این آگهی اخطار می شود در محل حضور بهم رسانند. چنانچه هر یک از صاحبان املاک و یا نماینده قانونی آنها در موقع تحدید حدود حاضر نباشند مطابق ماده ۱۵ قانون مزبور ملک آنها با حدود اظهارشده از طرف مجاورین تحدید حدود خواهد شد. اعتراضات صاحبان املاک و مجاورینی که تحت عناوینی به حدود و حقوق ارتفاقی دارند می توانند از تاریخ تنظیم صورتمجلس تحدید حدود حداکثر ظرف ۳۰ روز اعتراض خود را کتبا به اداره ثبت اسناد و املاک تسلیم دارند و در غیر این صورت حق آنها ساقط خواهد شد و معترض باید ظرف مدت یکماه از تاریخ تسلیم اعتراض به واحد ثبتی مربوطه دادخواست به دادگاه عمومی شهرستان تقدیم نماید در غیر این صورت اقدامات قانونی ثبت ادامه می یابد. <box>9 86 191 256</box>
registrar-signature: علی اکبر پروانه - رئیس ثبت اسناد و املاک قوچان <box>613 884 767 892</box>
notice-meta <box>391 953 479 967</box>
legal-notice <box>391 334 479 557</box>
ad-separator <box>601 269 751 270</box>
publish-dates: تاریخ انتشار: ۱۴۰۴/۰۸/۲۴ <box>440 527 479 542</box>
notice-heading: هیات موضوع قانون تعیین تکلیف وضعیت ثبتی اراضی و ساختمانهای فاقد سند رسمی <box>585 899 767 917</box>
publish-dates: تاریخ انتشار: ۱۴۰۴/۰۸/۲۴ <box>537 268 576 283</box>
notice-heading: آگهی فقدان سند مالکیت <box>394 565 476 574</box>
malef-number: م الف: ۲۲۷/۰۳ <box>9 772 53 780</box>
malef-number: م الف: ۲۰۴ <box>396 730 418 745</box>
publish-dates: تاریخ انتشار نوبت اول: ۱۴۰۴/۰۸/۲۴ تاریخ انتشار نوبت دوم: ۱۴۰۴/۰۹/۰۹ <box>815 241 958 256</box>
malef-number: م الف: ۴۱۲ <box>396 527 418 542</box>
page-number: ۴ <box>931 31 952 71</box>
legal-notice <box>200 85 382 258</box>
publish-dates: تاریخ انتشار نوبت دوم: ۱۴۰۴/۰۹/۰۹ <box>277 241 382 249</box>
ad-separator <box>25 467 175 468</box>
publish-dates: تاریخ انتشار: ۱۴۰۴/۰۸/۲۴ <box>537 923 576 938</box>
malef-number: م الف: ۲۰۲۶۲۴ <box>497 268 520 283</box>
publish-dates: تاریخ انتشار نوبت اول: ۱۴۰۴/۰۸/۲۴ تاریخ انتشار نوبت دوم: ۱۴۰۴/۰۹/۰۹ <box>624 1038 767 1053</box>
publish-dates: تاریخ انتشار: ۱۴۰۴/۰۸/۲۴ <box>307 718 382 726</box>
brand-logo <box>20 39 44 60</box>
registrar-signature: میر حمزه ریاحی - رئیس اداره ثبت اسناد و املاک نکا <box>492 486 576 501</box>
notice-meta <box>391 527 479 541</box>
legal-notice <box>585 737 767 892</box>
malef-number: م الف: ۲۷۲ <box>200 718 234 726</box>
publish-dates: تاریخ انتشار: ۱۴۰۴/۰۸/۲۴ <box>116 600 191 608</box>
news-column-6 <box>9 84 191 1426</box>
ad-separator <box>504 310 560 311</box>
